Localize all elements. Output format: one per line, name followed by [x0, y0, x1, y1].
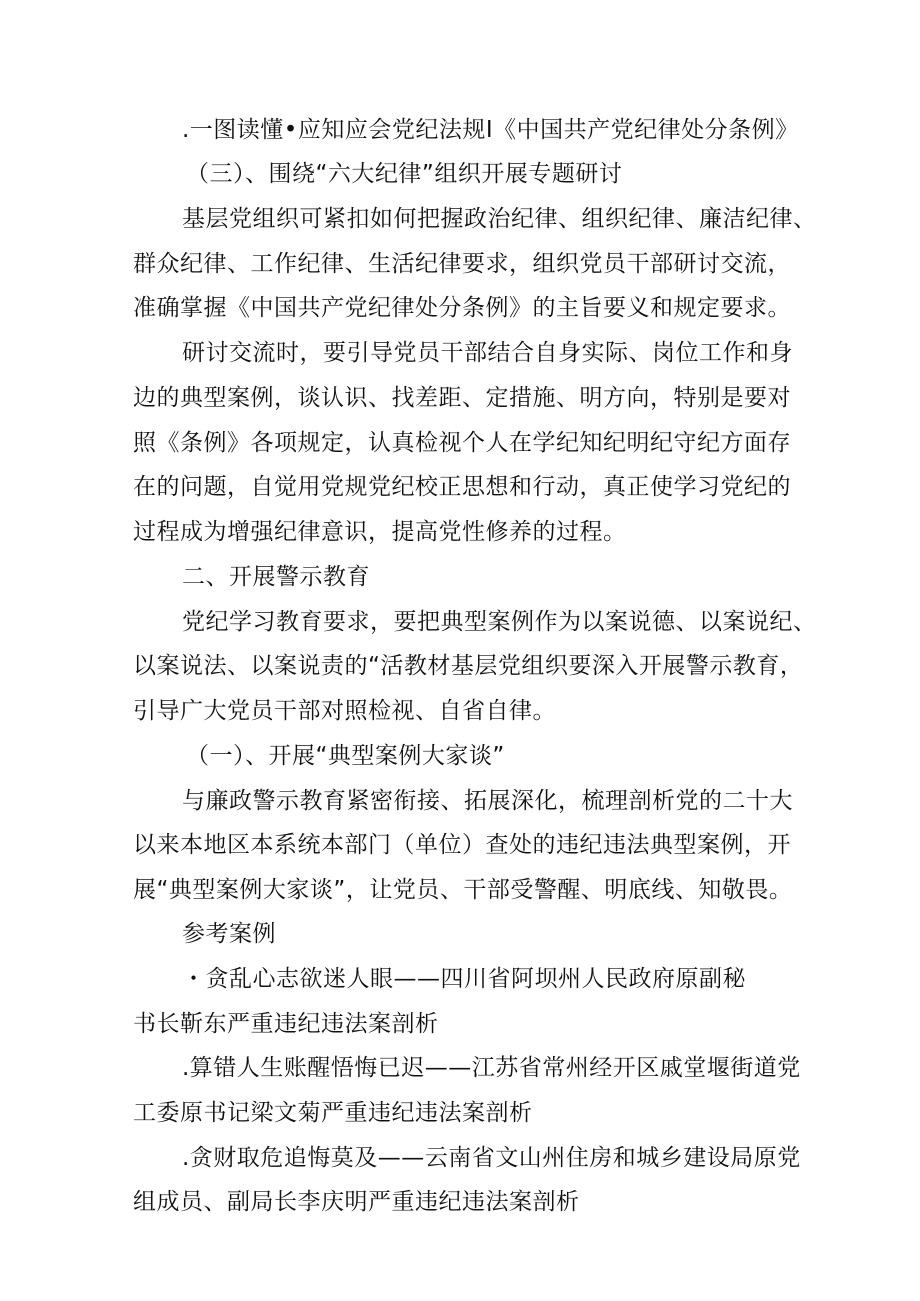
paragraph-line: 基层党组织可紧扣如何把握政治纪律、组织纪律、廉洁纪律、: [182, 206, 817, 232]
paragraph-line: 以来本地区本系统本部门（单位）查处的违纪违法典型案例，开: [133, 832, 791, 858]
reference-case-line: .贪财取危追悔莫及——云南省文山州住房和城乡建设局原党: [182, 1145, 801, 1171]
reference-case-line: 组成员、副局长李庆明严重违纪违法案剖析: [133, 1189, 580, 1215]
reference-case-line: ・贪乱心志欲迷人眼——四川省阿坝州人民政府原副秘: [182, 966, 746, 992]
reference-cases-heading: 参考案例: [182, 921, 276, 947]
reference-case-line: 书长靳东严重违纪违法案剖析: [133, 1011, 439, 1037]
reference-case-line: .算错人生账醒悟悔已迟——江苏省常州经开区戚堂堰街道党: [182, 1055, 801, 1081]
paragraph-line: 群众纪律、工作纪律、生活纪律要求，组织党员干部研讨交流，: [133, 251, 791, 277]
paragraph-line: 展“典型案例大家谈”，让党员、干部受警醒、明底线、知敬畏。: [133, 877, 793, 903]
paragraph-line: 准确掌握《中国共产党纪律处分条例》的主旨要义和规定要求。: [133, 295, 791, 321]
section-heading-two: 二、开展警示教育: [182, 564, 370, 590]
paragraph-line: 研讨交流时，要引导党员干部结合自身实际、岗位工作和身: [182, 340, 793, 366]
section-heading-three: （三）、围绕“六大纪律”组织开展专题研讨: [186, 161, 623, 187]
section-heading-one: （一）、开展“典型案例大家谈”: [186, 743, 505, 769]
paragraph-line: 过程成为增强纪律意识，提高党性修养的过程。: [133, 519, 627, 545]
paragraph-line: 引导广大党员干部对照检视、自省自律。: [133, 698, 556, 724]
paragraph-line: 以案说法、以案说责的“活教材基层党组织要深入开展警示教育，: [133, 653, 804, 679]
paragraph-line: 党纪学习教育要求，要把典型案例作为以案说德、以案说纪、: [182, 609, 817, 635]
reference-title-line: .一图读懂•应知应会党纪法规Ⅰ《中国共产党纪律处分条例》: [182, 117, 799, 143]
paragraph-line: 在的问题，自觉用党规党纪校正思想和行动，真正使学习党纪的: [133, 474, 791, 500]
paragraph-line: 照《条例》各项规定，认真检视个人在学纪知纪明纪守纪方面存: [133, 430, 791, 456]
paragraph-line: 边的典型案例，谈认识、找差距、定措施、明方向，特别是要对: [133, 385, 791, 411]
paragraph-line: 与廉政警示教育紧密衔接、拓展深化，梳理剖析党的二十大: [182, 788, 793, 814]
reference-case-line: 工委原书记梁文菊严重违纪违法案剖析: [133, 1100, 533, 1126]
